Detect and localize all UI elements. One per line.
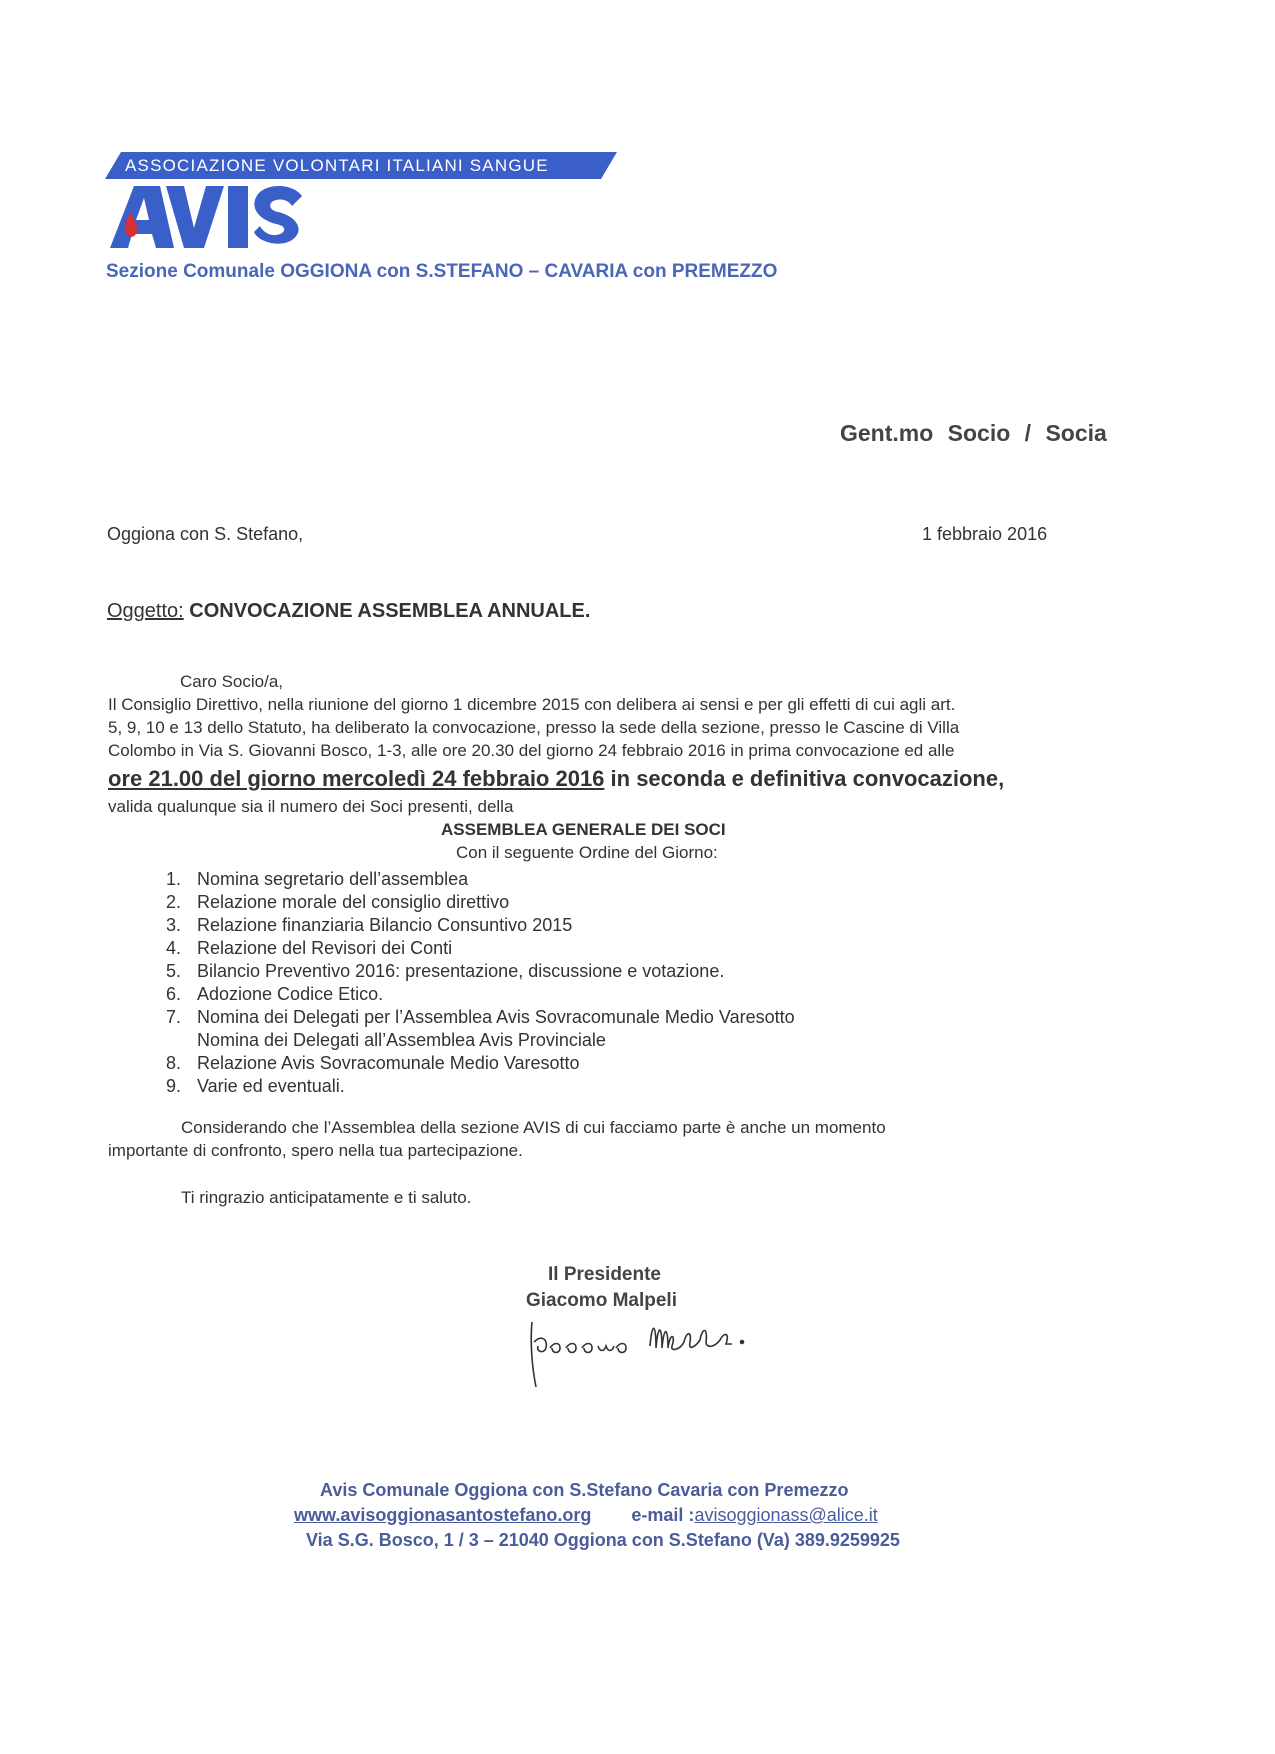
- footer-address: Via S.G. Bosco, 1 / 3 – 21040 Oggiona con S.Stefano (Va) 389.9259925: [306, 1530, 900, 1550]
- agenda-item: [130, 1052, 795, 1075]
- agenda-text: Bilancio Preventivo 2016: presentazione, discussione e votazione.: [197, 961, 725, 981]
- agenda-number: 3.: [165, 915, 181, 935]
- email-label: e-mail :: [631, 1505, 695, 1525]
- agenda-item: [130, 1075, 795, 1098]
- subject-text: CONVOCAZIONE ASSEMBLEA ANNUALE.: [183, 600, 591, 622]
- footer-contacts: [294, 1505, 878, 1526]
- place: Oggiona con S. Stefano,: [107, 524, 304, 544]
- agenda-number: 2.: [165, 892, 181, 912]
- agenda-item: [130, 891, 795, 914]
- date: 1 febbraio 2016: [922, 524, 1048, 544]
- agenda-list: [130, 868, 795, 1098]
- agenda-text: Nomina segretario dell’assemblea: [197, 869, 469, 889]
- thanks: Ti ringrazio anticipatamente e ti saluto.: [181, 1188, 472, 1207]
- meeting-time-line: [108, 766, 1004, 792]
- agenda-number: 1.: [165, 869, 181, 889]
- agenda-text: Nomina dei Delegati all’Assemblea Avis Provinciale: [197, 1030, 606, 1050]
- agenda-number: 9.: [165, 1076, 181, 1096]
- recipient: Gent.mo Socio / Socia: [840, 420, 1107, 446]
- agenda-intro: Con il seguente Ordine del Giorno:: [456, 843, 718, 862]
- agenda-text: Adozione Codice Etico.: [197, 984, 384, 1004]
- closing-line: importante di confronto, spero nella tua partecipazione.: [108, 1141, 523, 1160]
- subject-label: Oggetto:: [107, 600, 184, 622]
- agenda-number: [130, 1029, 181, 1052]
- subject: [107, 600, 590, 623]
- valid-line: valida qualunque sia il numero dei Soci presenti, della: [108, 797, 514, 816]
- closing-line: Considerando che l’Assemblea della sezione AVIS di cui facciamo parte è anche un momento: [181, 1118, 886, 1137]
- agenda-item: [130, 1006, 795, 1029]
- agenda-text: Relazione Avis Sovracomunale Medio Varesotto: [197, 1053, 580, 1073]
- agenda-number: 4.: [165, 938, 181, 958]
- agenda-item: [130, 1029, 795, 1052]
- banner-text: ASSOCIAZIONE VOLONTARI ITALIANI SANGUE: [125, 156, 549, 175]
- agenda-text: Varie ed eventuali.: [197, 1076, 345, 1096]
- handwritten-signature: [520, 1312, 780, 1397]
- agenda-item: [130, 937, 795, 960]
- body-line: Colombo in Via S. Giovanni Bosco, 1-3, alle ore 20.30 del giorno 24 febbraio 2016 in prima convocazione ed alle: [108, 741, 955, 760]
- agenda-item: [130, 960, 795, 983]
- agenda-number: 7.: [165, 1007, 181, 1027]
- agenda-item: [130, 868, 795, 891]
- agenda-number: 5.: [165, 961, 181, 981]
- signer-name: Giacomo Malpeli: [526, 1290, 677, 1311]
- greeting: Caro Socio/a,: [180, 672, 283, 691]
- meeting-time-rest: in seconda e definitiva convocazione,: [604, 766, 1005, 791]
- assembly-title: ASSEMBLEA GENERALE DEI SOCI: [441, 820, 726, 839]
- agenda-text: Nomina dei Delegati per l’Assemblea Avis Sovracomunale Medio Varesotto: [197, 1007, 795, 1027]
- agenda-item: [130, 914, 795, 937]
- agenda-text: Relazione finanziaria Bilancio Consuntivo 2015: [197, 915, 573, 935]
- email-link[interactable]: avisoggionass@alice.it: [694, 1505, 878, 1525]
- body-line: Il Consiglio Direttivo, nella riunione del giorno 1 dicembre 2015 con delibera ai sensi e per gli effetti di cui agli art.: [108, 695, 956, 714]
- footer-org: Avis Comunale Oggiona con S.Stefano Cavaria con Premezzo: [320, 1480, 849, 1500]
- section-title: Sezione Comunale OGGIONA con S.STEFANO – CAVARIA con PREMEZZO: [106, 261, 778, 282]
- meeting-time-underlined: ore 21.00 del giorno mercoledì 24 febbraio 2016: [108, 766, 605, 791]
- agenda-text: Relazione del Revisori dei Conti: [197, 938, 453, 958]
- body-line: 5, 9, 10 e 13 dello Statuto, ha deliberato la convocazione, presso la sede della sezione, presso le Cascine di Villa: [108, 718, 960, 737]
- avis-logo: [108, 180, 328, 255]
- website-link[interactable]: www.avisoggionasantostefano.org: [294, 1505, 592, 1525]
- agenda-item: [130, 983, 795, 1006]
- agenda-number: 6.: [165, 984, 181, 1004]
- signer-role: Il Presidente: [548, 1264, 661, 1285]
- agenda-text: Relazione morale del consiglio direttivo: [197, 892, 510, 912]
- agenda-number: 8.: [165, 1053, 181, 1073]
